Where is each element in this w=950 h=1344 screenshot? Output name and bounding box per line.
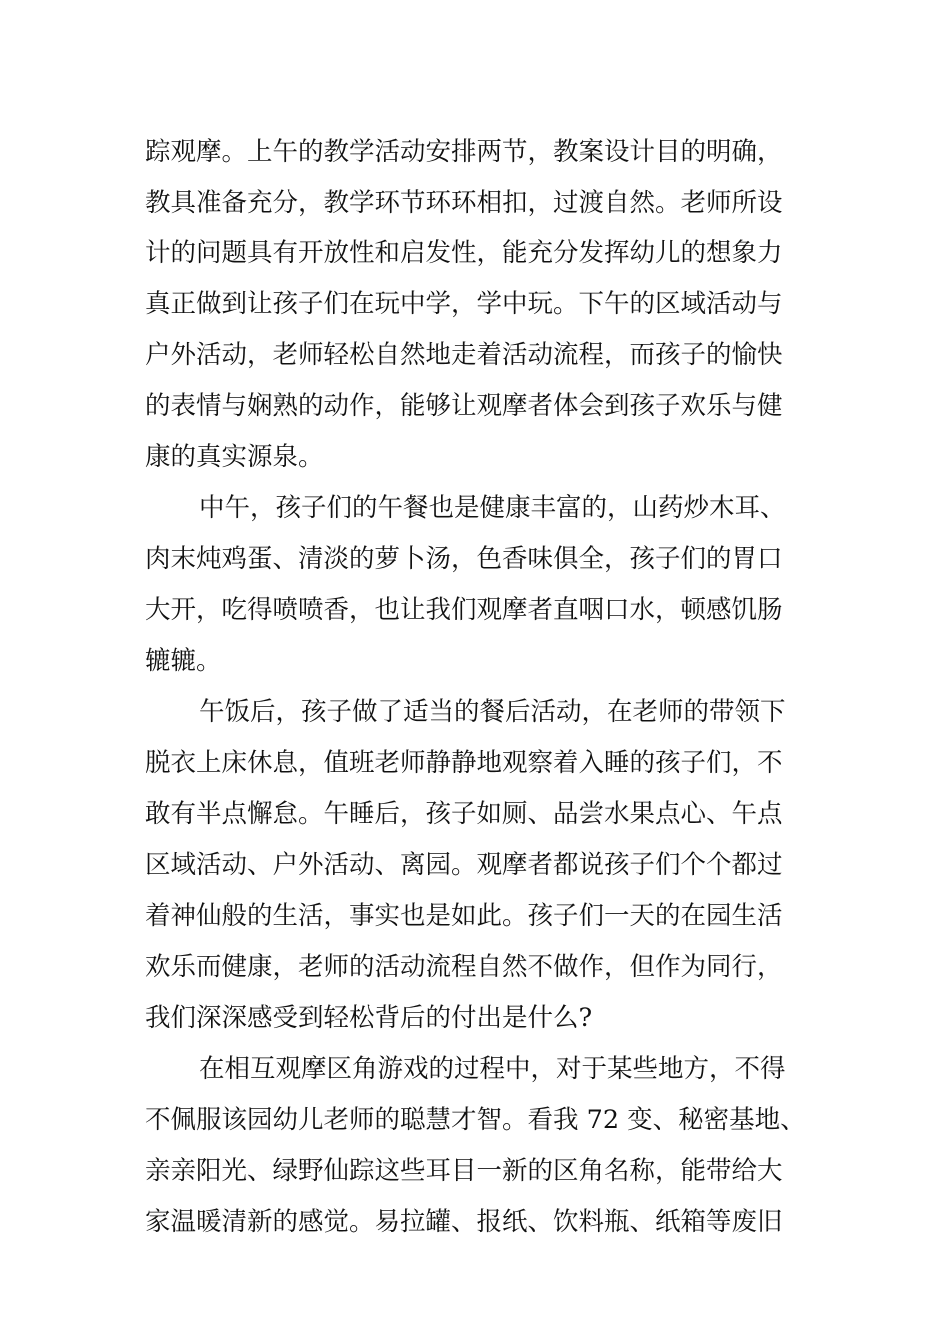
text-line: 欢乐而健康，老师的活动流程自然不做作，但作为同行， <box>145 952 783 982</box>
text-line: 的表情与娴熟的动作，能够让观摩者体会到孩子欢乐与健 <box>145 391 783 421</box>
text-line: 亲亲阳光、绿野仙踪这些耳目一新的区角名称，能带给大 <box>145 1156 783 1186</box>
text-line: 着神仙般的生活，事实也是如此。孩子们一天的在园生活 <box>145 901 783 931</box>
text-line: 教具准备充分，教学环节环环相扣，过渡自然。老师所设 <box>145 188 783 218</box>
text-line: 踪观摩。上午的教学活动安排两节，教案设计目的明确， <box>145 137 783 167</box>
text-line: 真正做到让孩子们在玩中学，学中玩。下午的区域活动与 <box>145 289 783 319</box>
text-line: 区域活动、户外活动、离园。观摩者都说孩子们个个都过 <box>145 850 783 880</box>
text-line: 我们深深感受到轻松背后的付出是什么? <box>145 1003 593 1033</box>
text-line: 不佩服该园幼儿老师的聪慧才智。看我 72 变、秘密基地、 <box>145 1105 806 1135</box>
text-line: 敢有半点懈怠。午睡后，孩子如厕、品尝水果点心、午点 <box>145 799 783 829</box>
paragraph-first-line: 午饭后，孩子做了适当的餐后活动，在老师的带领下 <box>199 697 786 727</box>
text-line: 大开，吃得喷喷香，也让我们观摩者直咽口水，顿感饥肠 <box>145 595 783 625</box>
text-line: 康的真实源泉。 <box>145 442 324 472</box>
text-line: 家温暖清新的感觉。易拉罐、报纸、饮料瓶、纸箱等废旧 <box>145 1207 783 1237</box>
text-line: 计的问题具有开放性和启发性，能充分发挥幼儿的想象力 <box>145 238 783 268</box>
paragraph-first-line: 中午，孩子们的午餐也是健康丰富的，山药炒木耳、 <box>199 493 786 523</box>
paragraph-first-line: 在相互观摩区角游戏的过程中，对于某些地方，不得 <box>199 1054 786 1084</box>
text-line: 辘辘。 <box>145 646 222 676</box>
text-line: 肉末炖鸡蛋、清淡的萝卜汤，色香味俱全，孩子们的胃口 <box>145 544 783 574</box>
text-line: 户外活动，老师轻松自然地走着活动流程，而孩子的愉快 <box>145 340 783 370</box>
text-line: 脱衣上床休息，值班老师静静地观察着入睡的孩子们，不 <box>145 748 783 778</box>
